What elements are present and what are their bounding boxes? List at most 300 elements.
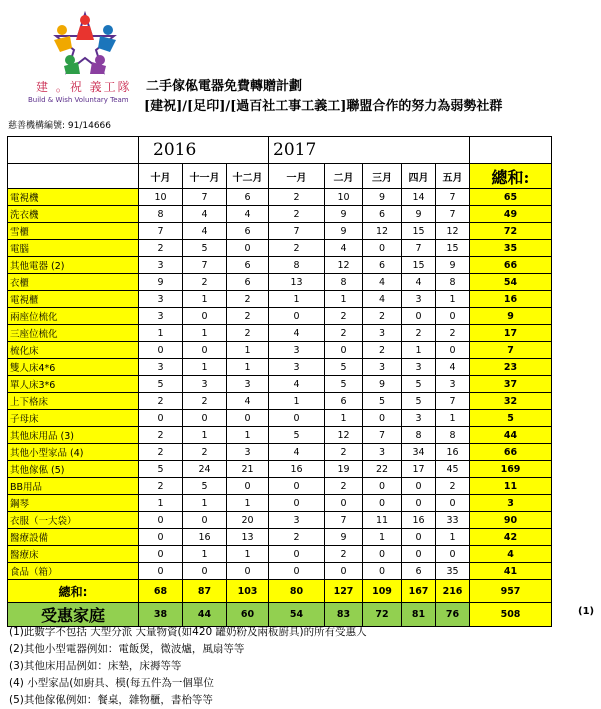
table-cell: 0 xyxy=(363,410,402,427)
footnote-item: (4) 小型家品(如廚具、模(每五件為一個單位 xyxy=(9,677,214,689)
footnote-item: (2)其他小型電器例如：電飯煲，微波爐，風扇等等 xyxy=(9,643,245,655)
table-cell: 16 xyxy=(183,529,227,546)
table-cell: 0 xyxy=(139,410,183,427)
table-cell: 0 xyxy=(269,308,325,325)
row-total: 41 xyxy=(470,563,552,580)
table-cell: 6 xyxy=(402,563,436,580)
table-cell: 2 xyxy=(325,325,363,342)
table-cell: 0 xyxy=(363,495,402,512)
row-total: 5 xyxy=(470,410,552,427)
table-row xyxy=(8,580,552,603)
table-row xyxy=(8,603,552,627)
table-cell: 20 xyxy=(227,512,269,529)
table-cell: 0 xyxy=(183,563,227,580)
footnote-item: (3)其他床用品例如：床墊，床褥等等 xyxy=(9,660,182,672)
table-cell: 4 xyxy=(183,223,227,240)
footnotes xyxy=(9,624,367,709)
table-cell: 4 xyxy=(269,325,325,342)
table-cell: 2 xyxy=(325,478,363,495)
table-cell: 0 xyxy=(227,563,269,580)
table-cell: 6 xyxy=(227,189,269,206)
table-cell: 0 xyxy=(139,529,183,546)
table-cell: 2 xyxy=(325,444,363,461)
row-total: 66 xyxy=(470,257,552,274)
table-cell: 0 xyxy=(139,512,183,529)
table-row xyxy=(8,410,552,427)
table-cell: 13 xyxy=(227,529,269,546)
table-cell: 10 xyxy=(139,189,183,206)
table-cell: 7 xyxy=(436,206,470,223)
table-cell: 1 xyxy=(183,359,227,376)
table-cell: 2 xyxy=(183,393,227,410)
table-cell: 0 xyxy=(325,563,363,580)
table-cell: 6 xyxy=(227,257,269,274)
table-cell: 13 xyxy=(269,274,325,291)
table-row xyxy=(8,563,552,580)
table-cell: 5 xyxy=(183,240,227,257)
table-row xyxy=(8,325,552,342)
table-cell: 0 xyxy=(227,410,269,427)
table-row xyxy=(8,291,552,308)
row-label: 雪櫃 xyxy=(8,223,139,240)
table-cell: 76 xyxy=(436,603,470,627)
table-row xyxy=(8,478,552,495)
row-label: 電視機 xyxy=(8,189,139,206)
table-cell: 0 xyxy=(363,478,402,495)
table-cell: 15 xyxy=(402,223,436,240)
table-cell: 0 xyxy=(269,546,325,563)
table-cell: 2 xyxy=(139,427,183,444)
table-row xyxy=(8,393,552,410)
table-cell: 7 xyxy=(269,223,325,240)
table-cell: 2 xyxy=(227,308,269,325)
row-label: 洗衣機 xyxy=(8,206,139,223)
table-cell: 1 xyxy=(139,495,183,512)
row-total: 37 xyxy=(470,376,552,393)
table-cell: 9 xyxy=(325,529,363,546)
table-cell: 1 xyxy=(363,529,402,546)
row-total: 72 xyxy=(470,223,552,240)
table-cell: 5 xyxy=(325,359,363,376)
table-cell: 3 xyxy=(363,444,402,461)
table-cell: 0 xyxy=(436,495,470,512)
row-total: 49 xyxy=(470,206,552,223)
table-cell: 7 xyxy=(325,512,363,529)
row-total: 44 xyxy=(470,427,552,444)
table-cell: 2 xyxy=(183,444,227,461)
page-subtitle: [建祝]/[足印]/[過百社工事工義工]聯盟合作的努力為弱勢社群 xyxy=(144,99,503,114)
row-total: 17 xyxy=(470,325,552,342)
table-cell: 3 xyxy=(269,512,325,529)
table-cell: 2 xyxy=(269,240,325,257)
table-row xyxy=(8,461,552,478)
table-cell: 9 xyxy=(436,257,470,274)
table-cell: 12 xyxy=(325,427,363,444)
row-label: 子母床 xyxy=(8,410,139,427)
row-label: 醫療設備 xyxy=(8,529,139,546)
table-cell: 0 xyxy=(436,546,470,563)
table-cell: 0 xyxy=(436,308,470,325)
table-cell: 2 xyxy=(269,529,325,546)
year-header-row xyxy=(8,137,552,164)
table-cell: 45 xyxy=(436,461,470,478)
table-cell: 0 xyxy=(183,342,227,359)
row-total: 23 xyxy=(470,359,552,376)
table-cell: 4 xyxy=(436,359,470,376)
table-cell: 0 xyxy=(269,563,325,580)
table-cell: 2 xyxy=(183,274,227,291)
table-cell: 0 xyxy=(183,512,227,529)
table-cell: 12 xyxy=(325,257,363,274)
table-cell: 3 xyxy=(227,376,269,393)
table-cell: 9 xyxy=(325,223,363,240)
row-total: 7 xyxy=(470,342,552,359)
table-cell: 7 xyxy=(139,223,183,240)
table-cell: 2 xyxy=(139,478,183,495)
table-row xyxy=(8,444,552,461)
table-cell: 5 xyxy=(402,393,436,410)
row-label: 衣櫃 xyxy=(8,274,139,291)
table-cell: 72 xyxy=(363,603,402,627)
logo-chinese-text: 建 。祝 義工隊 xyxy=(36,80,132,94)
table-cell: 0 xyxy=(325,342,363,359)
table-cell: 4 xyxy=(363,274,402,291)
table-row xyxy=(8,529,552,546)
month-header: 十一月 xyxy=(183,164,227,189)
table-cell: 2 xyxy=(227,325,269,342)
table-cell: 0 xyxy=(227,240,269,257)
table-cell: 3 xyxy=(402,359,436,376)
row-label: 電腦 xyxy=(8,240,139,257)
table-cell: 34 xyxy=(402,444,436,461)
table-cell: 3 xyxy=(139,291,183,308)
row-total: 66 xyxy=(470,444,552,461)
row-label: 梳化床 xyxy=(8,342,139,359)
table-cell: 1 xyxy=(183,495,227,512)
table-cell: 81 xyxy=(402,603,436,627)
table-cell: 14 xyxy=(402,189,436,206)
table-cell: 3 xyxy=(139,257,183,274)
table-cell: 167 xyxy=(402,580,436,603)
table-row xyxy=(8,308,552,325)
table-cell: 1 xyxy=(227,359,269,376)
table-cell: 1 xyxy=(183,427,227,444)
table-cell: 6 xyxy=(227,274,269,291)
table-cell: 0 xyxy=(183,410,227,427)
table-cell: 2 xyxy=(325,308,363,325)
year-2017: 2017 xyxy=(269,137,470,164)
table-row xyxy=(8,206,552,223)
table-cell: 5 xyxy=(183,478,227,495)
table-cell: 15 xyxy=(402,257,436,274)
page-header xyxy=(0,0,601,140)
table-cell: 1 xyxy=(227,427,269,444)
table-cell: 12 xyxy=(363,223,402,240)
table-cell: 4 xyxy=(402,274,436,291)
row-total: 9 xyxy=(470,308,552,325)
month-header: 十二月 xyxy=(227,164,269,189)
table-cell: 3 xyxy=(139,308,183,325)
table-cell: 54 xyxy=(269,603,325,627)
footnote-item: (5)其他傢俬例如：餐桌，雜物櫃，書枱等等 xyxy=(9,694,213,706)
row-total: 4 xyxy=(470,546,552,563)
table-cell: 87 xyxy=(183,580,227,603)
row-label: 其他電器 (2) xyxy=(8,257,139,274)
table-cell: 0 xyxy=(402,529,436,546)
table-cell: 103 xyxy=(227,580,269,603)
table-cell: 0 xyxy=(227,478,269,495)
row-label: 其他小型家品 (4) xyxy=(8,444,139,461)
table-cell: 4 xyxy=(325,240,363,257)
table-cell: 0 xyxy=(269,478,325,495)
table-cell: 12 xyxy=(436,223,470,240)
table-cell: 1 xyxy=(325,291,363,308)
table-cell: 9 xyxy=(139,274,183,291)
row-label: 其他傢俬 (5) xyxy=(8,461,139,478)
row-total: 508 xyxy=(470,603,552,627)
table-row xyxy=(8,512,552,529)
table-cell: 0 xyxy=(139,546,183,563)
table-cell: 7 xyxy=(363,427,402,444)
row-label: 受惠家庭 xyxy=(8,603,139,627)
table-cell: 4 xyxy=(227,206,269,223)
table-row xyxy=(8,342,552,359)
table-cell: 0 xyxy=(402,478,436,495)
table-cell: 33 xyxy=(436,512,470,529)
table-cell: 1 xyxy=(436,291,470,308)
table-cell: 1 xyxy=(227,342,269,359)
table-cell: 7 xyxy=(183,257,227,274)
row-total: 11 xyxy=(470,478,552,495)
table-cell: 16 xyxy=(402,512,436,529)
row-label: 雙人床4*6 xyxy=(8,359,139,376)
table-cell: 0 xyxy=(436,342,470,359)
table-cell: 9 xyxy=(402,206,436,223)
row-total: 35 xyxy=(470,240,552,257)
table-cell: 0 xyxy=(139,342,183,359)
table-row xyxy=(8,223,552,240)
table-cell: 4 xyxy=(363,291,402,308)
table-cell: 2 xyxy=(363,308,402,325)
table-cell: 1 xyxy=(183,325,227,342)
table-cell: 0 xyxy=(363,546,402,563)
table-cell: 5 xyxy=(139,376,183,393)
row-label: 衣服（一大袋） xyxy=(8,512,139,529)
table-cell: 0 xyxy=(363,240,402,257)
table-cell: 0 xyxy=(402,546,436,563)
table-cell: 1 xyxy=(227,546,269,563)
table-cell: 2 xyxy=(436,478,470,495)
row-total: 16 xyxy=(470,291,552,308)
table-cell: 8 xyxy=(139,206,183,223)
row-total: 65 xyxy=(470,189,552,206)
table-cell: 1 xyxy=(269,393,325,410)
row-label: 電視櫃 xyxy=(8,291,139,308)
row-label: 兩座位梳化 xyxy=(8,308,139,325)
table-cell: 0 xyxy=(183,308,227,325)
table-cell: 127 xyxy=(325,580,363,603)
table-cell: 6 xyxy=(363,206,402,223)
row-label: 三座位梳化 xyxy=(8,325,139,342)
table-cell: 5 xyxy=(139,461,183,478)
table-cell: 3 xyxy=(139,359,183,376)
table-cell: 216 xyxy=(436,580,470,603)
row-label: 食品（箱） xyxy=(8,563,139,580)
table-cell: 4 xyxy=(269,444,325,461)
month-header: 十月 xyxy=(139,164,183,189)
table-cell: 6 xyxy=(325,393,363,410)
page-title: 二手傢俬電器免費轉贈計劃 xyxy=(146,79,303,94)
table-cell: 83 xyxy=(325,603,363,627)
table-cell: 9 xyxy=(325,206,363,223)
table-cell: 109 xyxy=(363,580,402,603)
table-cell: 3 xyxy=(363,359,402,376)
month-header-row xyxy=(8,164,552,189)
table-cell: 1 xyxy=(402,342,436,359)
total-header: 總和: xyxy=(470,164,552,189)
row-total: 42 xyxy=(470,529,552,546)
row-total: 957 xyxy=(470,580,552,603)
table-cell: 5 xyxy=(363,393,402,410)
table-row xyxy=(8,427,552,444)
table-cell: 22 xyxy=(363,461,402,478)
row-label: 鋼琴 xyxy=(8,495,139,512)
table-cell: 1 xyxy=(183,546,227,563)
table-cell: 6 xyxy=(227,223,269,240)
row-total: 169 xyxy=(470,461,552,478)
table-cell: 17 xyxy=(402,461,436,478)
table-cell: 3 xyxy=(227,444,269,461)
table-cell: 2 xyxy=(227,291,269,308)
table-cell: 2 xyxy=(139,444,183,461)
table-cell: 4 xyxy=(269,376,325,393)
table-cell: 0 xyxy=(139,563,183,580)
table-cell: 7 xyxy=(436,189,470,206)
footnote-marker: (1) xyxy=(578,606,595,617)
table-row xyxy=(8,376,552,393)
table-cell: 3 xyxy=(436,376,470,393)
table-cell: 0 xyxy=(402,495,436,512)
table-cell: 7 xyxy=(183,189,227,206)
table-cell: 10 xyxy=(325,189,363,206)
table-cell: 1 xyxy=(183,291,227,308)
table-cell: 2 xyxy=(325,546,363,563)
table-cell: 2 xyxy=(363,342,402,359)
table-cell: 3 xyxy=(402,410,436,427)
table-cell: 1 xyxy=(436,529,470,546)
table-cell: 1 xyxy=(436,410,470,427)
table-cell: 19 xyxy=(325,461,363,478)
footnote-item: (1)此數字不包括 大型分派 大量物資(如420 罐奶粉及兩板廚具)的所有受惠人 xyxy=(9,626,367,638)
table-cell: 15 xyxy=(436,240,470,257)
table-cell: 6 xyxy=(363,257,402,274)
table-cell: 8 xyxy=(402,427,436,444)
table-cell: 7 xyxy=(402,240,436,257)
table-cell: 80 xyxy=(269,580,325,603)
table-cell: 9 xyxy=(363,376,402,393)
row-total: 3 xyxy=(470,495,552,512)
table-cell: 1 xyxy=(269,291,325,308)
table-cell: 0 xyxy=(363,563,402,580)
table-cell: 0 xyxy=(402,308,436,325)
table-cell: 2 xyxy=(269,189,325,206)
table-cell: 2 xyxy=(139,393,183,410)
table-cell: 8 xyxy=(436,274,470,291)
table-cell: 16 xyxy=(436,444,470,461)
table-row xyxy=(8,359,552,376)
table-row xyxy=(8,274,552,291)
row-label: 單人床3*6 xyxy=(8,376,139,393)
logo-english-text: Build & Wish Voluntary Team xyxy=(28,96,129,104)
row-total: 32 xyxy=(470,393,552,410)
table-cell: 35 xyxy=(436,563,470,580)
donation-table xyxy=(7,136,552,627)
row-label: 總和: xyxy=(8,580,139,603)
month-header: 四月 xyxy=(402,164,436,189)
month-header: 一月 xyxy=(269,164,325,189)
table-cell: 4 xyxy=(227,393,269,410)
month-header: 五月 xyxy=(436,164,470,189)
table-cell: 8 xyxy=(269,257,325,274)
table-cell: 9 xyxy=(363,189,402,206)
table-cell: 44 xyxy=(183,603,227,627)
table-cell: 5 xyxy=(269,427,325,444)
row-label: 醫療床 xyxy=(8,546,139,563)
table-cell: 60 xyxy=(227,603,269,627)
star-figures-icon xyxy=(50,10,120,76)
table-cell: 3 xyxy=(183,376,227,393)
row-label: BB用品 xyxy=(8,478,139,495)
table-cell: 1 xyxy=(139,325,183,342)
table-cell: 5 xyxy=(325,376,363,393)
table-cell: 8 xyxy=(325,274,363,291)
table-cell: 16 xyxy=(269,461,325,478)
table-cell: 3 xyxy=(363,325,402,342)
table-row xyxy=(8,257,552,274)
table-cell: 1 xyxy=(227,495,269,512)
table-cell: 2 xyxy=(436,325,470,342)
table-cell: 11 xyxy=(363,512,402,529)
year-2016: 2016 xyxy=(139,137,269,164)
table-cell: 3 xyxy=(402,291,436,308)
table-cell: 0 xyxy=(325,495,363,512)
row-label: 其他床用品 (3) xyxy=(8,427,139,444)
table-cell: 2 xyxy=(402,325,436,342)
table-cell: 0 xyxy=(269,410,325,427)
row-total: 54 xyxy=(470,274,552,291)
table-cell: 24 xyxy=(183,461,227,478)
table-row xyxy=(8,546,552,563)
row-label: 上下格床 xyxy=(8,393,139,410)
table-row xyxy=(8,495,552,512)
organization-logo xyxy=(28,10,136,106)
table-cell: 4 xyxy=(183,206,227,223)
table-cell: 21 xyxy=(227,461,269,478)
month-header: 二月 xyxy=(325,164,363,189)
table-cell: 2 xyxy=(139,240,183,257)
charity-number: 慈善機構編號: 91/14666 xyxy=(8,121,112,131)
table-cell: 68 xyxy=(139,580,183,603)
table-cell: 2 xyxy=(269,206,325,223)
table-cell: 1 xyxy=(325,410,363,427)
row-total: 90 xyxy=(470,512,552,529)
table-cell: 5 xyxy=(402,376,436,393)
table-row xyxy=(8,240,552,257)
table-cell: 0 xyxy=(269,495,325,512)
table-row xyxy=(8,189,552,206)
table-cell: 3 xyxy=(269,359,325,376)
table-cell: 8 xyxy=(436,427,470,444)
